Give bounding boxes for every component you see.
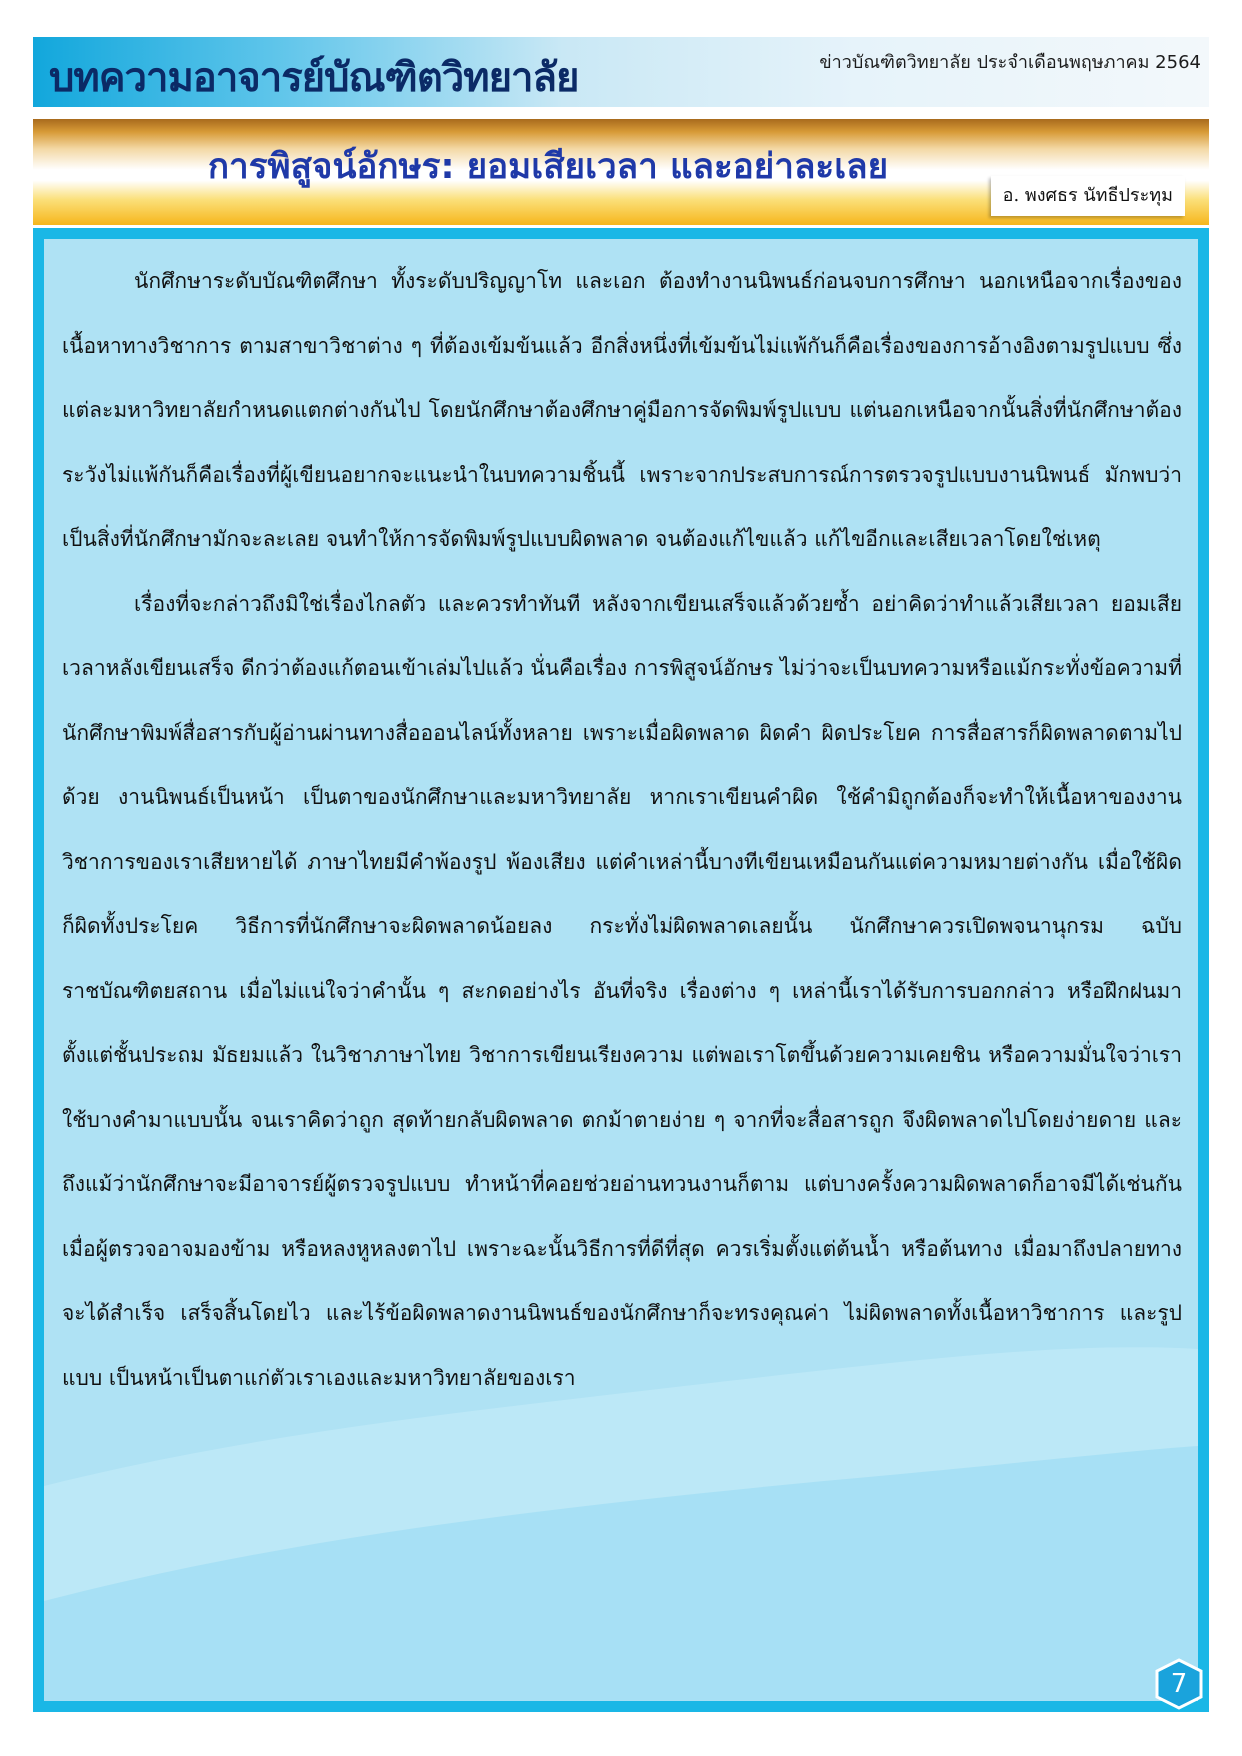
- article-body: [62, 249, 1182, 1410]
- article-title: การพิสูจน์อักษร: ยอมเสียเวลา และอย่าละเลย: [207, 147, 889, 187]
- issue-line: ข่าวบัณฑิตวิทยาลัย ประจำเดือนพฤษภาคม 2564: [819, 52, 1201, 73]
- content-frame: [33, 228, 1209, 1712]
- title-band: [33, 119, 1209, 225]
- section-title: บทความอาจารย์บัณฑิตวิทยาลัย: [49, 55, 579, 101]
- page-number: 7: [1170, 1669, 1188, 1699]
- article-paragraph: เรื่องที่จะกล่าวถึงมิใช่เรื่องไกลตัว และควรทำทันที หลังจากเขียนเสร็จแล้วด้วยซ้ำ อย่าคิดว่าทำแล้วเสียเวลา ยอมเสียเวลาหลังเขียนเสร็จ ดีกว่าต้องแก้ตอนเข้าเล่มไปแล้ว นั่นคือเรื่อง การพิสูจน์อักษร ไม่ว่าจะเป็นบทความหรือแม้กระทั่งข้อความที่นักศึกษาพิมพ์สื่อสารกับผู้อ่านผ่านทางสื่อออนไลน์ทั้งหลาย เพราะเมื่อผิดพลาด ผิดคำ ผิดประโยค การสื่อสารก็ผิดพลาดตามไปด้วย งานนิพนธ์เป็นหน้า เป็นตาของนักศึกษาและมหาวิทยาลัย หากเราเขียนคำผิด ใช้คำมิถูกต้องก็จะทำให้เนื้อหาของงานวิชาการของเราเสียหายได้ ภาษาไทยมีคำพ้องรูป พ้องเสียง แต่คำเหล่านี้บางทีเขียนเหมือนกันแต่ความหมายต่างกัน เมื่อใช้ผิด ก็ผิดทั้งประโยค วิธีการที่นักศึกษาจะผิดพลาดน้อยลง กระทั่งไม่ผิดพลาดเลยนั้น นักศึกษาควรเปิดพจนานุกรม ฉบับราชบัณฑิตยสถาน เมื่อไม่แน่ใจว่าคำนั้น ๆ สะกดอย่างไร อันที่จริง เรื่องต่าง ๆ เหล่านี้เราได้รับการบอกกล่าว หรือฝึกฝนมาตั้งแต่ชั้นประถม มัธยมแล้ว ในวิชาภาษาไทย วิชาการเขียนเรียงความ แต่พอเราโตขึ้นด้วยความเคยชิน หรือความมั่นใจว่าเราใช้บางคำมาแบบนั้น จนเราคิดว่าถูก สุดท้ายกลับผิดพลาด ตกม้าตายง่าย ๆ จากที่จะสื่อสารถูก จึงผิดพลาดไปโดยง่ายดาย และถึงแม้ว่านักศึกษาจะมีอาจารย์ผู้ตรวจรูปแบบ ทำหน้าที่คอยช่วยอ่านทวนงานก็ตาม แต่บางครั้งความผิดพลาดก็อาจมีได้เช่นกัน เมื่อผู้ตรวจอาจมองข้าม หรือหลงหูหลงตาไป เพราะฉะนั้นวิธีการที่ดีที่สุด ควรเริ่มตั้งแต่ต้นน้ำ หรือต้นทาง เมื่อมาถึงปลายทาง จะได้สำเร็จ เสร็จสิ้นโดยไว และไร้ข้อผิดพลาดงานนิพนธ์ของนักศึกษาก็จะทรงคุณค่า ไม่ผิดพลาดทั้งเนื้อหาวิชาการ และรูปแบบ เป็นหน้าเป็นตาแก่ตัวเราเองและมหาวิทยาลัยของเรา: [62, 591, 1182, 1390]
- article-paragraph: นักศึกษาระดับบัณฑิตศึกษา ทั้งระดับปริญญาโท และเอก ต้องทำงานนิพนธ์ก่อนจบการศึกษา นอกเหนือจากเรื่องของเนื้อหาทางวิชาการ ตามสาขาวิชาต่าง ๆ ที่ต้องเข้มข้นแล้ว อีกสิ่งหนึ่งที่เข้มข้นไม่แพ้กันก็คือเรื่องของการอ้างอิงตามรูปแบบ ซึ่งแต่ละมหาวิทยาลัยกำหนดแตกต่างกันไป โดยนักศึกษาต้องศึกษาคู่มือการจัดพิมพ์รูปแบบ แต่นอกเหนือจากนั้นสิ่งที่นักศึกษาต้องระวังไม่แพ้กันก็คือเรื่องที่ผู้เขียนอยากจะแนะนำในบทความชิ้นนี้ เพราะจากประสบการณ์การตรวจรูปแบบงานนิพนธ์ มักพบว่าเป็นสิ่งที่นักศึกษามักจะละเลย จนทำให้การจัดพิมพ์รูปแบบผิดพลาด จนต้องแก้ไขแล้ว แก้ไขอีกและเสียเวลาโดยใช่เหตุ: [62, 269, 1182, 551]
- page-number-badge: [1152, 1657, 1206, 1711]
- header-band: [33, 37, 1209, 107]
- author-byline: อ. พงศธร นัทธีประทุม: [991, 176, 1185, 216]
